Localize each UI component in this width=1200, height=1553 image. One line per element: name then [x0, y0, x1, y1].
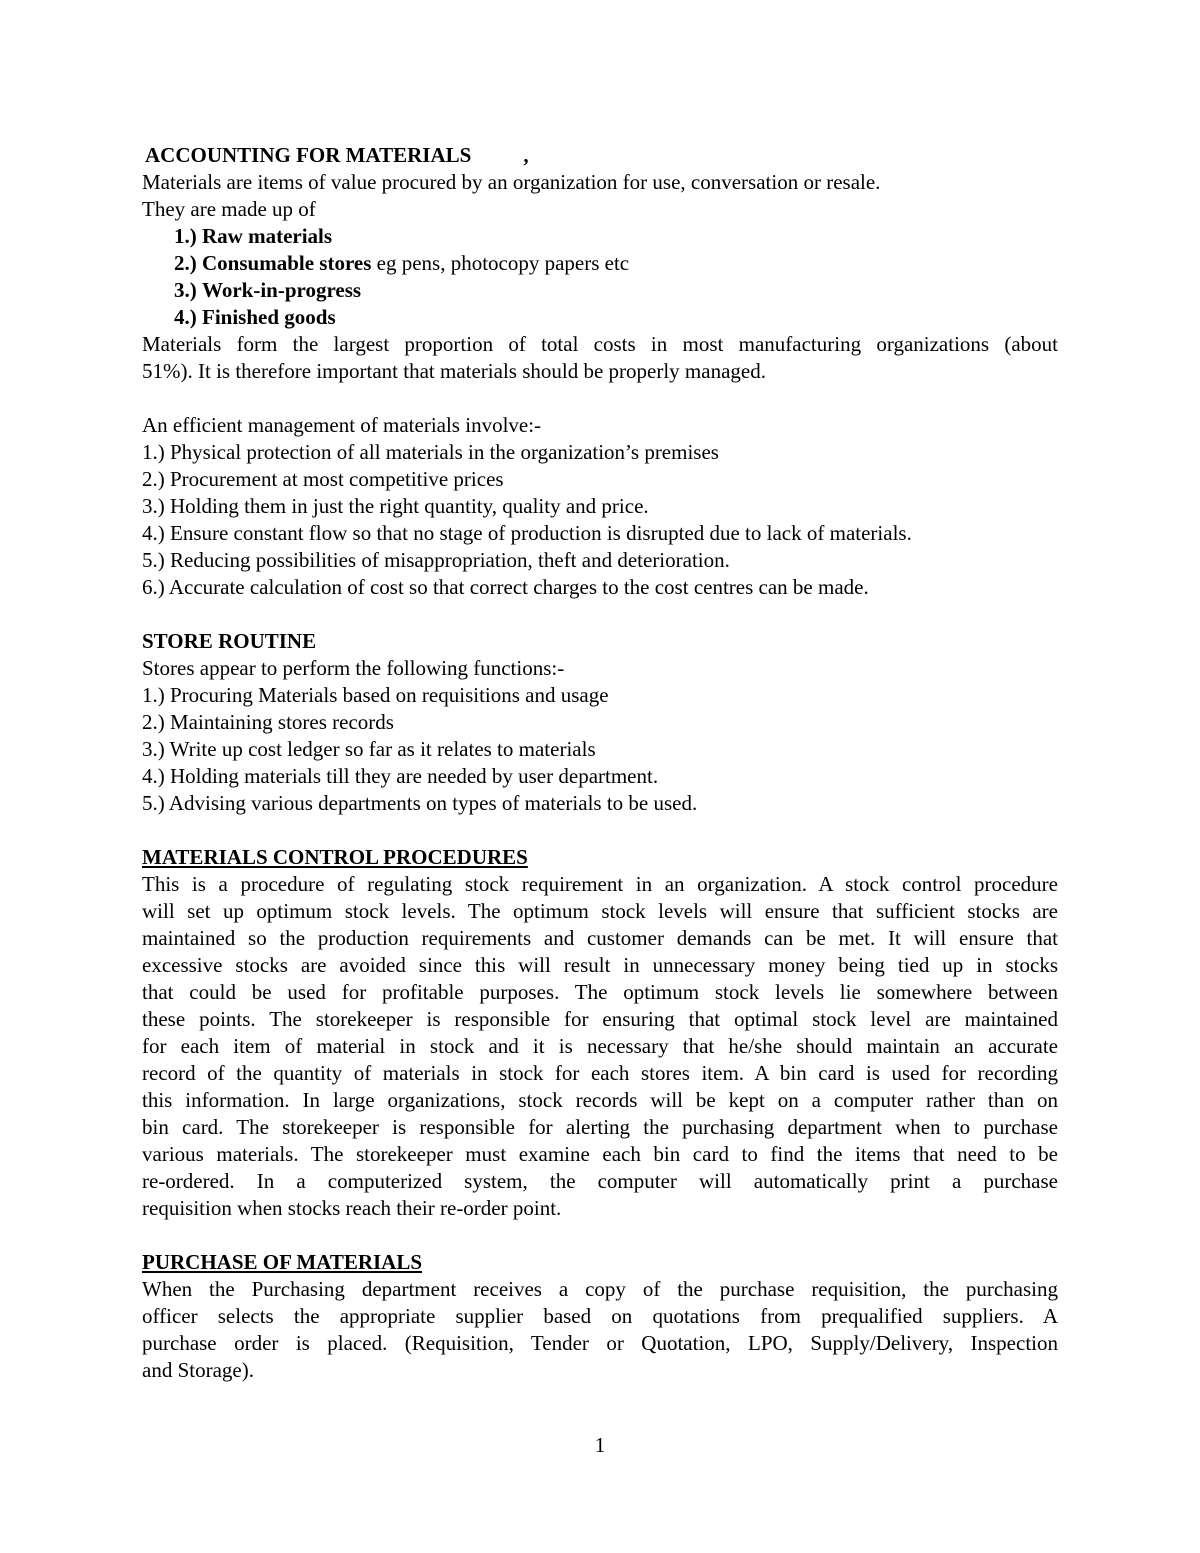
- section-intro: An efficient management of materials involve:-: [142, 413, 542, 437]
- list-item: 3.) Write up cost ledger so far as it relates to materials: [142, 737, 596, 761]
- spacer: [142, 385, 1058, 412]
- paragraph-line: Materials form the largest proportion of total costs in most manufacturing organizations (about: [142, 332, 1058, 356]
- list-item: 5.) Reducing possibilities of misappropriation, theft and deterioration.: [142, 548, 730, 572]
- page-number: 1: [594, 1433, 606, 1457]
- section-heading-purchase: PURCHASE OF MATERIALS: [142, 1250, 423, 1274]
- spacer: [142, 817, 1058, 844]
- paragraph-line: these points. The storekeeper is responsible for ensuring that optimal stock level are maintained: [142, 1007, 1058, 1031]
- page-title: ACCOUNTING FOR MATERIALS ,: [145, 143, 529, 167]
- paragraph-line: bin card. The storekeeper is responsible for alerting the purchasing department when to purchase: [142, 1115, 1058, 1139]
- page-content: [142, 142, 1058, 1384]
- list-item: 1.) Procuring Materials based on requisitions and usage: [142, 683, 609, 707]
- spacer: [142, 1222, 1058, 1249]
- title-mark: ,: [523, 143, 529, 167]
- paragraph-line: that could be used for profitable purposes. The optimum stock levels lie somewhere between: [142, 980, 1058, 1004]
- paragraph-line: maintained so the production requirements and customer demands can be met. It will ensure that: [142, 926, 1058, 950]
- paragraph-line: purchase order is placed. (Requisition, Tender or Quotation, LPO, Supply/Delivery, Inspection: [142, 1331, 1058, 1355]
- list-item: 4.) Ensure constant flow so that no stage of production is disrupted due to lack of materials.: [142, 521, 912, 545]
- section-heading-store-routine: STORE ROUTINE: [142, 629, 317, 653]
- intro-line: They are made up of: [142, 197, 316, 221]
- list-item: 1.) Physical protection of all materials in the organization’s premises: [142, 440, 719, 464]
- paragraph-line: various materials. The storekeeper must examine each bin card to find the items that need to be: [142, 1142, 1058, 1166]
- material-type-item: 1.) Raw materials: [174, 224, 333, 248]
- intro-line: Materials are items of value procured by an organization for use, conversation or resale.: [142, 170, 881, 194]
- section-heading-materials-control: MATERIALS CONTROL PROCEDURES: [142, 845, 528, 869]
- list-item: 2.) Procurement at most competitive prices: [142, 467, 504, 491]
- list-item: 3.) Holding them in just the right quantity, quality and price.: [142, 494, 649, 518]
- material-type-item: 2.) Consumable stores eg pens, photocopy papers etc: [174, 251, 630, 275]
- list-item: 6.) Accurate calculation of cost so that correct charges to the cost centres can be made.: [142, 575, 869, 599]
- material-type-item: 4.) Finished goods: [174, 305, 336, 329]
- paragraph-line: This is a procedure of regulating stock requirement in an organization. A stock control procedure: [142, 872, 1058, 896]
- paragraph-line: for each item of material in stock and it is necessary that he/she should maintain an accurate: [142, 1034, 1058, 1058]
- list-item: 4.) Holding materials till they are needed by user department.: [142, 764, 659, 788]
- paragraph-line: requisition when stocks reach their re-order point.: [142, 1196, 562, 1220]
- paragraph-line: this information. In large organizations, stock records will be kept on a computer rather than on: [142, 1088, 1058, 1112]
- list-item: 2.) Maintaining stores records: [142, 710, 394, 734]
- paragraph-line: will set up optimum stock levels. The optimum stock levels will ensure that sufficient stocks are: [142, 899, 1058, 923]
- paragraph-line: officer selects the appropriate supplier based on quotations from prequalified suppliers. A: [142, 1304, 1058, 1328]
- paragraph-line: re-ordered. In a computerized system, the computer will automatically print a purchase: [142, 1169, 1058, 1193]
- section-intro: Stores appear to perform the following functions:-: [142, 656, 565, 680]
- paragraph-line: When the Purchasing department receives a copy of the purchase requisition, the purchasing: [142, 1277, 1058, 1301]
- list-item: 5.) Advising various departments on types of materials to be used.: [142, 791, 698, 815]
- paragraph-line: 51%). It is therefore important that materials should be properly managed.: [142, 359, 766, 383]
- paragraph-line: and Storage).: [142, 1358, 254, 1382]
- paragraph-line: record of the quantity of materials in stock for each stores item. A bin card is used for recording: [142, 1061, 1058, 1085]
- material-type-item: 3.) Work-in-progress: [174, 278, 362, 302]
- paragraph-line: excessive stocks are avoided since this will result in unnecessary money being tied up in stocks: [142, 953, 1058, 977]
- spacer: [142, 601, 1058, 628]
